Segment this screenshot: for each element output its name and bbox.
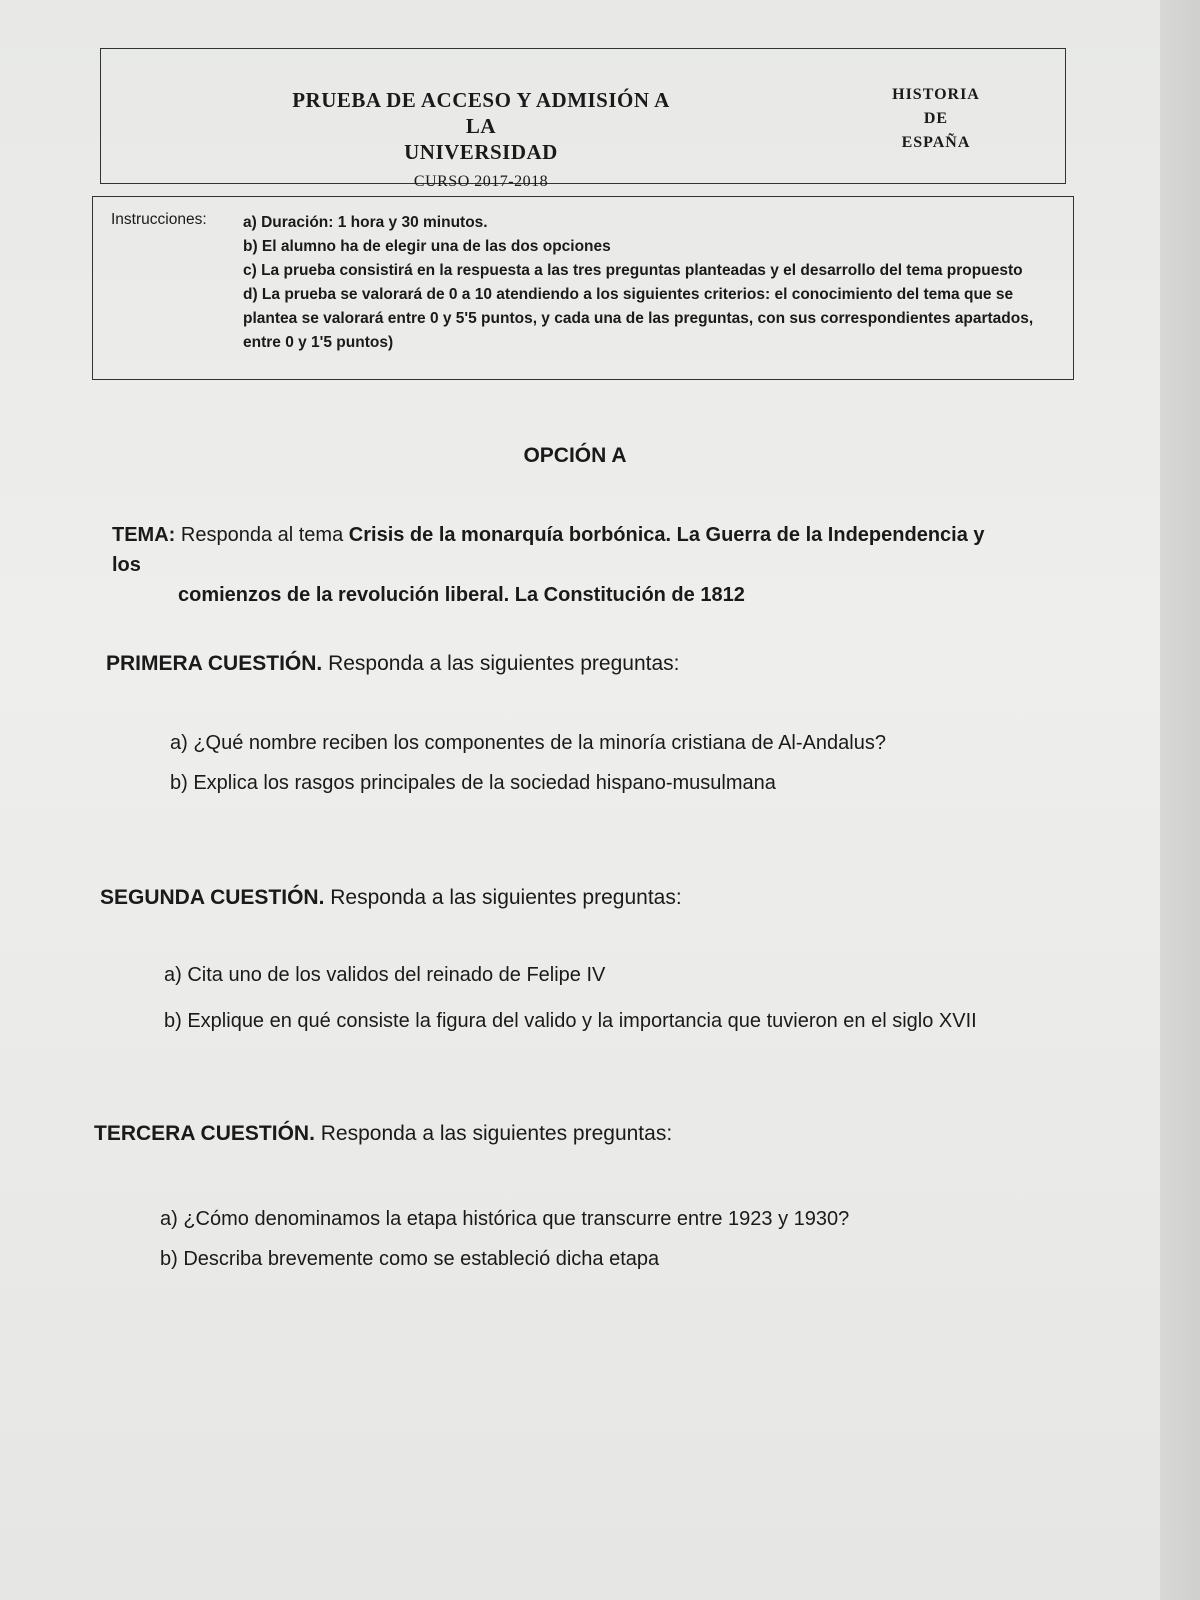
instruction-item: b) El alumno ha de elegir una de las dos opciones [243, 238, 611, 255]
instruction-item: a) Duración: 1 hora y 30 minutos. [243, 214, 488, 231]
question-1-heading [106, 652, 679, 676]
question-3-item-b: b) Describa brevemente como se estableció dicha etapa [160, 1248, 660, 1270]
question-2-heading [100, 886, 682, 910]
option-title: OPCIÓN A [523, 444, 627, 467]
question-3-title: TERCERA CUESTIÓN. [94, 1122, 315, 1145]
instructions-label: Instrucciones: [111, 211, 207, 228]
tema-intro: Responda al tema [180, 524, 344, 546]
question-2-prompt: Responda a las siguientes preguntas: [330, 886, 682, 909]
table-surface [1160, 0, 1200, 1600]
question-3-prompt: Responda a las siguientes preguntas: [320, 1122, 673, 1145]
question-3-heading [94, 1122, 672, 1146]
exam-title-line2: UNIVERSIDAD [404, 140, 558, 164]
tema-topic-line1: Crisis de la monarquía borbónica. La Guerra de la Independencia y los [112, 524, 985, 576]
tema-label: TEMA: [112, 524, 176, 546]
question-3-item-a: a) ¿Cómo denominamos la etapa histórica que transcurre entre 1923 y 1930? [160, 1208, 850, 1230]
question-1-item-b: b) Explica los rasgos principales de la sociedad hispano-musulmana [170, 772, 776, 794]
question-1-prompt: Responda a las siguientes preguntas: [328, 652, 680, 675]
course-year: CURSO 2017-2018 [413, 173, 549, 190]
instructions-box [92, 196, 1074, 380]
header-box [100, 48, 1066, 190]
subject-line1: HISTORIA [892, 86, 980, 103]
question-1-item-a: a) ¿Qué nombre reciben los componentes de la minoría cristiana de Al-Andalus? [170, 732, 886, 754]
instructions-list [243, 211, 1053, 355]
question-2-item-b: b) Explique en qué consiste la figura del valido y la importancia que tuvieron en el siglo XVII [164, 1010, 977, 1032]
instruction-item: plantea se valorará entre 0 y 5'5 puntos, y cada una de las preguntas, con sus correspondientes apartados, [243, 310, 1034, 327]
exam-title-line1: PRUEBA DE ACCESO Y ADMISIÓN A LA [292, 88, 670, 138]
subject-block [861, 83, 1011, 155]
question-2-title: SEGUNDA CUESTIÓN. [100, 886, 325, 909]
instruction-item: entre 0 y 1'5 puntos) [243, 334, 394, 351]
question-1-title: PRIMERA CUESTIÓN. [106, 652, 323, 675]
instruction-item: d) La prueba se valorará de 0 a 10 atendiendo a los siguientes criterios: el conocimiento del tema que se [243, 286, 1014, 303]
instruction-item: c) La prueba consistirá en la respuesta a las tres preguntas planteadas y el desarrollo del tema propuesto [243, 262, 1023, 279]
subject-line3: ESPAÑA [901, 134, 971, 151]
tema-topic-line2: comienzos de la revolución liberal. La Constitución de 1812 [178, 584, 745, 606]
question-2-item-a: a) Cita uno de los validos del reinado de Felipe IV [164, 964, 606, 986]
tema-section [112, 520, 1012, 610]
exam-title-block [281, 87, 681, 191]
subject-line2: DE [923, 110, 949, 127]
